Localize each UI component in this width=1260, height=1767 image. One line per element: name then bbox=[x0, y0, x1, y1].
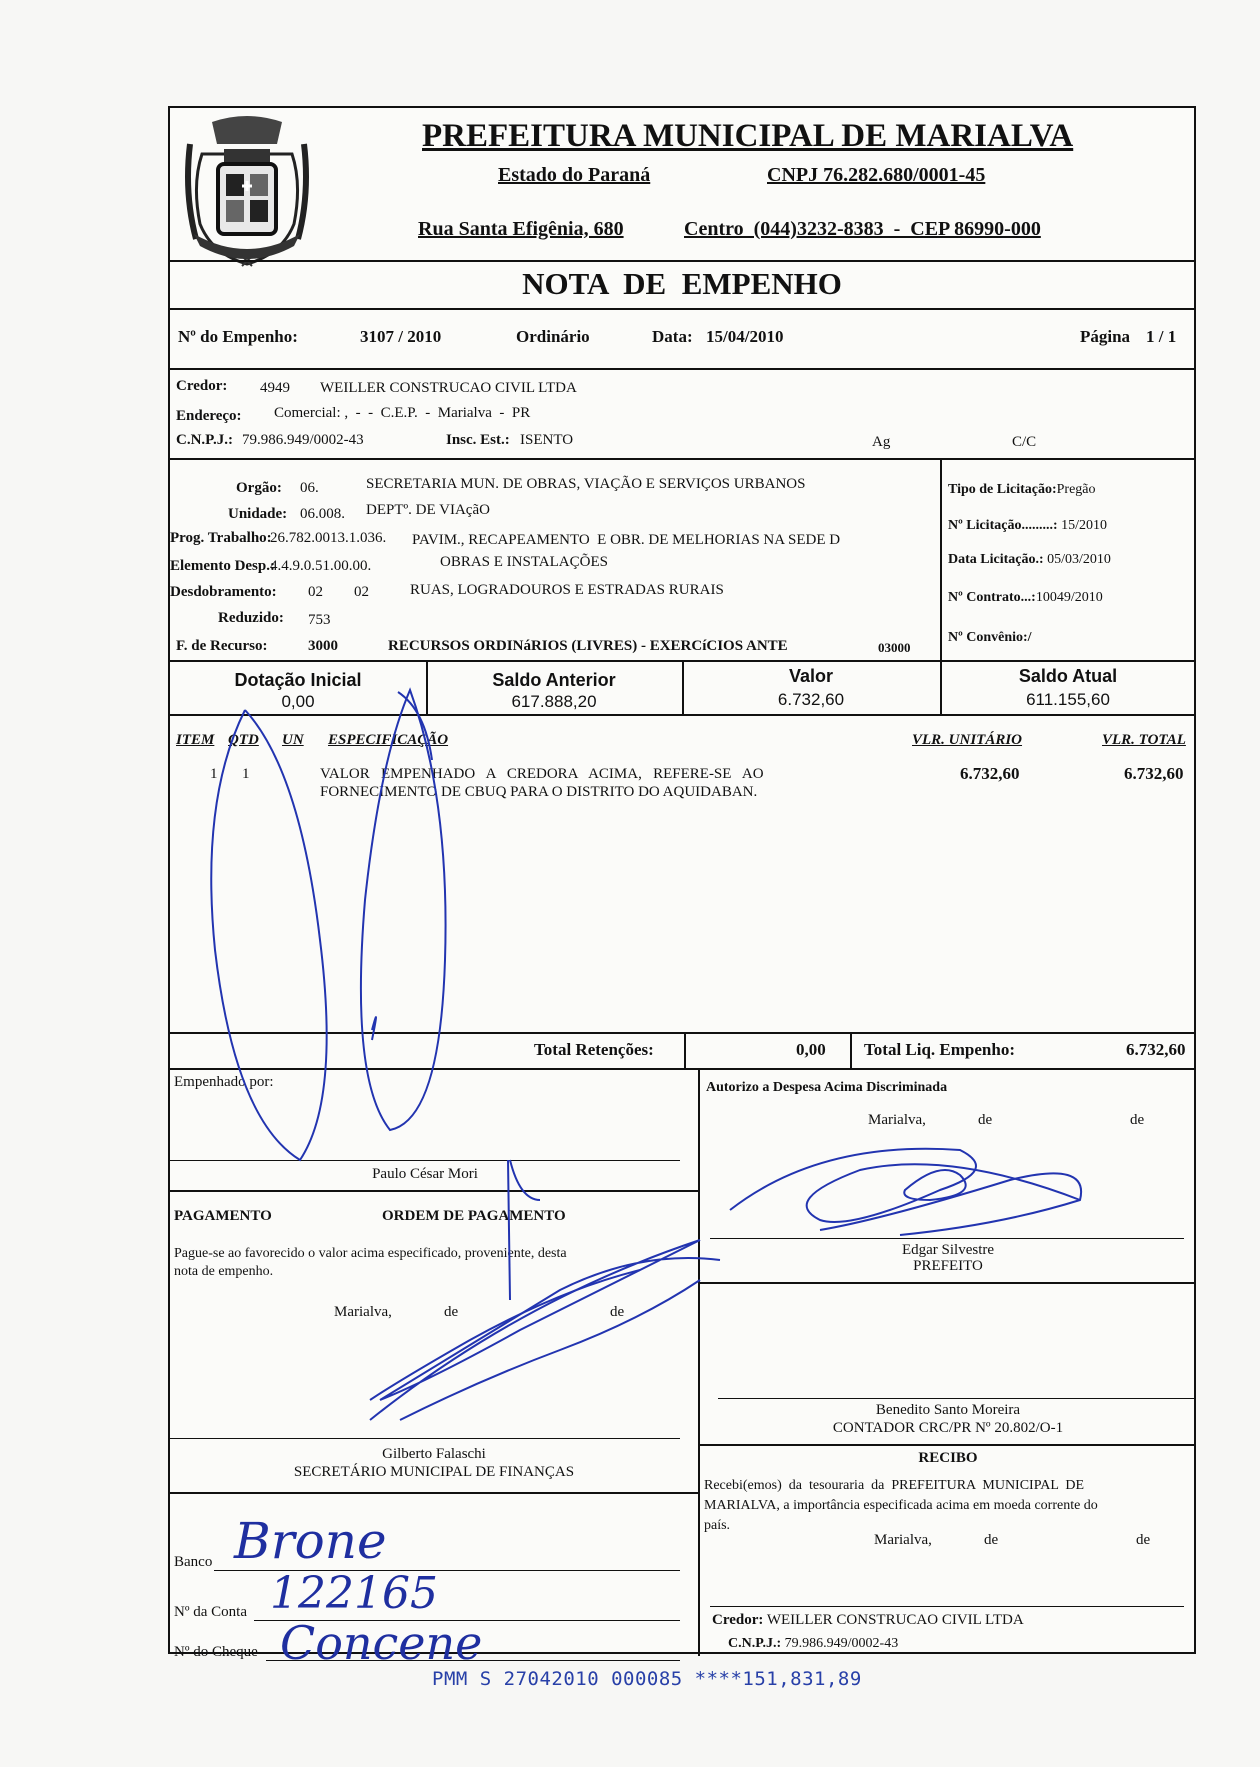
secretario-name: Gilberto Falaschi bbox=[382, 1446, 486, 1462]
nota-de-empenho bbox=[168, 106, 1196, 1670]
saldo-anterior-label: Saldo Anterior bbox=[492, 670, 616, 690]
data-licitacao: Data Licitação.: 05/03/2010 bbox=[948, 552, 1111, 567]
autorizo-place: Marialva, bbox=[868, 1112, 926, 1128]
saldo-anterior-value: 617.888,20 bbox=[511, 692, 597, 711]
liquido-label: Total Liq. Empenho: bbox=[864, 1040, 1015, 1059]
prog-code: 26.782.0013.1.036. bbox=[270, 530, 387, 546]
secretario-role: SECRETÁRIO MUNICIPAL DE FINANÇAS bbox=[293, 1464, 575, 1480]
autorizo-label: Autorizo a Despesa Acima Discriminada bbox=[706, 1080, 948, 1095]
org-contact: Centro (044)3232-8383 - CEP 86990-000 bbox=[684, 218, 1041, 240]
liquido-value: 6.732,60 bbox=[1126, 1040, 1186, 1059]
empenho-number: 3107 / 2010 bbox=[360, 327, 442, 346]
credor-cnpj: 79.986.949/0002-43 bbox=[242, 432, 364, 448]
prog-label: Prog. Trabalho: bbox=[170, 530, 272, 546]
cnpj-label: C.N.P.J.: bbox=[176, 432, 233, 448]
payment-stamp: PMM S 27042010 000085 ****151,831,89 bbox=[432, 1668, 862, 1690]
item-qtd: 1 bbox=[242, 766, 250, 782]
empenhado-label: Empenhado por: bbox=[174, 1074, 274, 1090]
banco-label: Banco bbox=[174, 1554, 213, 1570]
item-number: 1 bbox=[210, 766, 218, 782]
unidade-code: 06.008. bbox=[300, 506, 345, 522]
org-address: Rua Santa Efigênia, 680 bbox=[418, 218, 624, 240]
handwritten-cheque: Concene bbox=[280, 1616, 483, 1670]
handwritten-conta: 122165 bbox=[270, 1568, 438, 1619]
pagamento-label: PAGAMENTO bbox=[174, 1208, 272, 1224]
col-qtd: QTD bbox=[228, 732, 259, 748]
recurso-name: RECURSOS ORDINáRIOS (LIVRES) - EXERCíCIOS ANTE bbox=[388, 638, 788, 654]
col-vlr-total: VLR. TOTAL bbox=[1102, 732, 1186, 748]
reduzido-value: 753 bbox=[308, 612, 331, 628]
conta-label: Nº da Conta bbox=[174, 1604, 247, 1620]
prefeito-role: PREFEITO bbox=[913, 1258, 983, 1274]
saldo-atual-value: 611.155,60 bbox=[1026, 690, 1110, 709]
unidade-name: DEPTº. DE VIAçãO bbox=[366, 502, 490, 518]
orgao-code: 06. bbox=[300, 480, 319, 496]
empenho-date: 15/04/2010 bbox=[706, 327, 784, 346]
recibo-de1: de bbox=[984, 1532, 999, 1548]
item-unit-value: 6.732,60 bbox=[960, 764, 1020, 783]
account-label: C/C bbox=[1012, 434, 1037, 450]
handwritten-banco: Brone bbox=[234, 1512, 387, 1570]
unidade-label: Unidade: bbox=[228, 506, 288, 522]
cheque-label: Nº do Cheque bbox=[174, 1644, 258, 1660]
page-label: Página bbox=[1080, 327, 1131, 346]
pagamento-place: Marialva, bbox=[334, 1304, 392, 1320]
item-desc-line1: VALOR EMPENHADO A CREDORA ACIMA, REFERE-SE AO bbox=[320, 766, 764, 782]
valor-label: Valor bbox=[788, 666, 834, 686]
elem-name: OBRAS E INSTALAÇÕES bbox=[440, 554, 608, 570]
state-name: Estado do Paraná bbox=[498, 164, 651, 186]
valor-value: 6.732,60 bbox=[777, 690, 845, 709]
recurso-code2: 03000 bbox=[878, 640, 911, 655]
coat-of-arms-icon bbox=[182, 114, 312, 269]
num-licitacao: Nº Licitação.........: 15/2010 bbox=[948, 518, 1107, 533]
convenio: Nº Convênio:/ bbox=[948, 630, 1032, 645]
retencoes-label: Total Retenções: bbox=[534, 1040, 654, 1059]
agency-label: Ag bbox=[872, 434, 891, 450]
recibo-text-line1: Recebi(emos) da tesouraria da PREFEITURA MUNICIPAL DE bbox=[704, 1478, 1085, 1493]
recibo-text-line3: país. bbox=[704, 1518, 731, 1533]
credor-address: Comercial: , - - C.E.P. - Marialva - PR bbox=[274, 405, 531, 421]
contador-role: CONTADOR CRC/PR Nº 20.802/O-1 bbox=[832, 1420, 1064, 1436]
recibo-title: RECIBO bbox=[918, 1450, 978, 1466]
pagamento-text-line1: Pague-se ao favorecido o valor acima especificado, proveniente, desta bbox=[174, 1246, 567, 1261]
saldo-atual-label: Saldo Atual bbox=[1018, 666, 1118, 686]
org-cnpj: CNPJ 76.282.680/0001-45 bbox=[767, 164, 986, 186]
pagamento-de1: de bbox=[444, 1304, 459, 1320]
recibo-cnpj: C.N.P.J.: 79.986.949/0002-43 bbox=[728, 1636, 899, 1651]
col-item: ITEM bbox=[176, 732, 215, 748]
orgao-label: Orgão: bbox=[236, 480, 282, 496]
desd-label: Desdobramento: bbox=[170, 584, 277, 600]
autorizo-de2: de bbox=[1130, 1112, 1145, 1128]
credor-code: 4949 bbox=[260, 380, 290, 396]
contador-name: Benedito Santo Moreira bbox=[875, 1402, 1021, 1418]
recurso-code: 3000 bbox=[308, 638, 338, 654]
desd-code2: 02 bbox=[354, 584, 369, 600]
credor-label: Credor: bbox=[176, 378, 228, 394]
prefeito-name: Edgar Silvestre bbox=[901, 1242, 995, 1258]
recibo-credor: Credor: WEILLER CONSTRUCAO CIVIL LTDA bbox=[712, 1612, 1024, 1628]
retencoes-value: 0,00 bbox=[796, 1040, 826, 1059]
dotacao-value: 0,00 bbox=[281, 692, 315, 711]
reduzido-label: Reduzido: bbox=[218, 610, 284, 626]
desd-code1: 02 bbox=[308, 584, 323, 600]
col-vlr-unitario: VLR. UNITÁRIO bbox=[912, 732, 1023, 748]
elem-label: Elemento Desp.: bbox=[170, 558, 275, 574]
ordem-pagamento-label: ORDEM DE PAGAMENTO bbox=[382, 1208, 566, 1224]
col-un: UN bbox=[282, 732, 304, 748]
recurso-label: F. de Recurso: bbox=[176, 638, 268, 654]
insc-label: Insc. Est.: bbox=[446, 432, 510, 448]
document-title: NOTA DE EMPENHO bbox=[522, 266, 842, 301]
orgao-name: SECRETARIA MUN. DE OBRAS, VIAÇÃO E SERVIÇOS URBANOS bbox=[366, 476, 806, 492]
tipo-licitacao: Tipo de Licitação:Pregão bbox=[948, 482, 1096, 497]
item-desc-line2: FORNECIMENTO DE CBUQ PARA O DISTRITO DO AQUIDABAN. bbox=[320, 784, 758, 800]
pagamento-de2: de bbox=[610, 1304, 625, 1320]
autorizo-de1: de bbox=[978, 1112, 993, 1128]
empenhado-name: Paulo César Mori bbox=[372, 1166, 478, 1182]
desd-name: RUAS, LOGRADOUROS E ESTRADAS RURAIS bbox=[410, 582, 724, 598]
empenho-number-label: Nº do Empenho: bbox=[178, 327, 298, 346]
recibo-de2: de bbox=[1136, 1532, 1151, 1548]
address-label: Endereço: bbox=[176, 408, 242, 424]
recibo-text-line2: MARIALVA, a importância especificada acima em moeda corrente do bbox=[704, 1498, 1098, 1513]
elem-code: 4.4.9.0.51.00.00. bbox=[270, 558, 372, 574]
insc-value: ISENTO bbox=[520, 432, 574, 448]
empenho-type: Ordinário bbox=[516, 327, 590, 346]
credor-name: WEILLER CONSTRUCAO CIVIL LTDA bbox=[320, 380, 577, 396]
empenho-date-label: Data: bbox=[652, 327, 693, 346]
recibo-place: Marialva, bbox=[874, 1532, 932, 1548]
page-number: 1 / 1 bbox=[1146, 327, 1177, 346]
item-total-value: 6.732,60 bbox=[1124, 764, 1184, 783]
page-title: PREFEITURA MUNICIPAL DE MARIALVA bbox=[422, 118, 1074, 154]
contrato: Nº Contrato...:10049/2010 bbox=[948, 590, 1103, 605]
col-especificacao: ESPECIFICAÇÃO bbox=[328, 732, 449, 748]
pagamento-text-line2: nota de empenho. bbox=[174, 1264, 274, 1279]
dotacao-label: Dotação Inicial bbox=[234, 670, 362, 690]
prog-name: PAVIM., RECAPEAMENTO E OBR. DE MELHORIAS NA SEDE D bbox=[412, 532, 841, 548]
